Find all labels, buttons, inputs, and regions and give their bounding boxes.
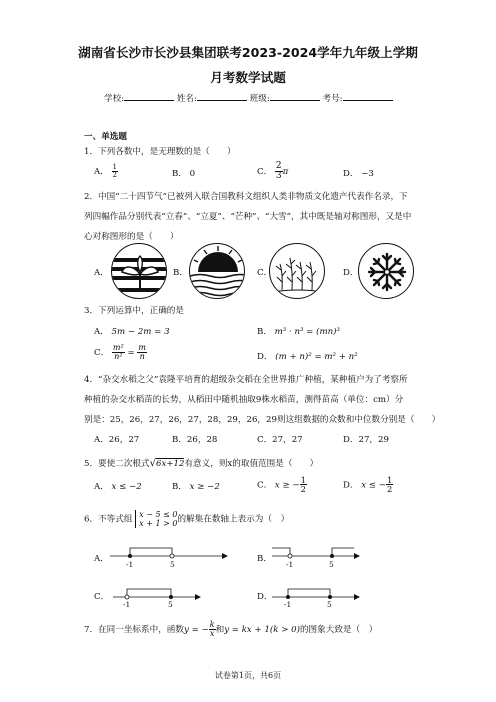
option-expression: x ≥ − [274, 480, 300, 491]
q7-stem-suffix: 的图象大致是（ ） [299, 625, 378, 635]
exam-no-label: 考号: [322, 94, 343, 104]
sqrt-symbol: √ [149, 458, 156, 469]
class-field[interactable] [270, 92, 320, 101]
option-expression: x ≤ − [361, 480, 386, 491]
tick-label-left: -1 [284, 600, 292, 609]
q4-line2: 种植的杂交水稻苗的长势，从稻田中随机抽取9株水稻苗，测得苗高（单位：cm）分 [84, 395, 404, 405]
q5-stem-suffix: 有意义，则x的取值范围是（ ） [184, 459, 319, 469]
tick-label-right: 5 [170, 560, 175, 569]
q4-line3: 别是：25，26，27，26，27，28，29，26，29则这组数据的众数和中位数分别是（ ） [84, 415, 441, 425]
name-field[interactable] [197, 92, 247, 101]
option-label: C． [94, 348, 110, 358]
q2-line2: 列四幅作品分别代表“立春”、“立夏”、“芒种”、“大雪”，其中既是轴对称图形，又是中 [84, 212, 412, 222]
option-expression: (m + n)² = m² + n² [275, 352, 358, 362]
option-label: C． [257, 167, 273, 177]
exam-title-line1: 湖南省长沙市长沙县集团联考2023-2024学年九年级上学期 [78, 45, 418, 60]
inequality-system [135, 510, 177, 528]
fraction: $\frac{k}{x}$ [209, 620, 215, 638]
q1-option-d[interactable] [343, 167, 374, 179]
pi-symbol: π [282, 167, 289, 177]
page-footer: 试卷第1页，共6页 [214, 671, 282, 680]
grain-sprouts-icon[interactable] [269, 243, 325, 299]
option-expression: 5m − 2m = 3 [111, 327, 170, 337]
school-label: 学校: [104, 94, 125, 104]
q3-option-c[interactable] [94, 344, 147, 361]
inequality-1: x − 5 ≤ 0 [139, 510, 178, 519]
equals-sign: = [127, 348, 135, 358]
name-label: 姓名: [176, 94, 197, 104]
option-label: D． [257, 352, 273, 362]
q6-c-label[interactable]: C． [94, 592, 110, 602]
q3-stem: 3．下列运算中，正确的是 [84, 306, 184, 316]
q5-stem [84, 457, 318, 469]
q2-a-label[interactable]: A． [94, 268, 109, 278]
fraction: $\frac{1}{2}$ [300, 475, 306, 495]
q7-stem-prefix: 7．在同一坐标系中，函数 [84, 625, 184, 635]
spring-leaves-icon[interactable] [111, 243, 167, 299]
fraction: $\frac{1}{2}$ [112, 163, 118, 179]
option-expression: x ≥ −2 [189, 482, 220, 492]
q4-option-d[interactable]: D．27，29 [343, 435, 389, 445]
fraction: $\frac{2}{3}$ [275, 161, 282, 181]
function-1: y = − [184, 625, 209, 635]
q4-line1: 4．“杂交水稻之父”袁隆平培育的超级杂交稻在全世界推广种植，某种植户为了考察所 [84, 375, 408, 385]
option-label: C． [257, 480, 273, 491]
q4-option-c[interactable]: C．27，27 [257, 435, 303, 445]
q1-stem: 1．下列各数中，是无理数的是（ ） [84, 147, 236, 157]
q6-stem-prefix: 6．不等式组 [84, 514, 133, 525]
school-field[interactable] [124, 92, 174, 101]
q2-d-label[interactable]: D． [343, 268, 359, 278]
section-title: 一、单选题 [84, 132, 127, 142]
q6-stem [84, 510, 289, 528]
exam-no-field[interactable] [343, 92, 393, 101]
q5-stem-prefix: 5．要使二次根式 [84, 459, 150, 469]
tick-label-right: 5 [168, 600, 173, 609]
option-value: 0 [189, 169, 196, 179]
tick-label-left: -1 [286, 560, 294, 569]
tick-label-left: -1 [126, 560, 134, 569]
function-2: y = kx + 1(k > 0) [224, 625, 300, 635]
q1-option-a[interactable] [94, 164, 118, 179]
q2-b-label[interactable]: B． [173, 268, 188, 278]
option-label: B． [172, 482, 187, 492]
fraction: $\frac{m}{n}$ [138, 343, 146, 361]
option-label: A． [94, 167, 109, 177]
q7-stem-and: 和 [215, 625, 225, 635]
q6-stem-suffix: 的解集在数轴上表示为（ ） [177, 514, 290, 525]
q5-option-a[interactable] [94, 480, 142, 492]
class-label: 班级: [249, 94, 270, 104]
q6-a-label[interactable]: A． [94, 554, 109, 564]
radicand: 6x+12 [156, 459, 185, 469]
q2-line3: 心对称图形的是（ ） [84, 232, 179, 242]
option-label: A． [94, 482, 109, 492]
q3-option-a[interactable] [94, 325, 170, 337]
q3-option-d[interactable] [257, 350, 358, 362]
q5-option-d[interactable] [343, 476, 393, 494]
tick-label-left: -1 [123, 600, 131, 609]
q2-line1: 2．中国“二十四节气”已被列入联合国教科文组织人类非物质文化遗产代表作名录，下 [84, 192, 408, 202]
option-value: −3 [361, 169, 374, 179]
exam-title-line2: 月考数学试题 [210, 70, 286, 85]
tick-label-right: 5 [329, 560, 334, 569]
fraction: $\frac{\text{m²}}{\text{n²}}$ [112, 343, 124, 361]
inequality-2: x + 1 > 0 [139, 519, 178, 529]
summer-sun-icon[interactable] [189, 243, 245, 299]
option-label: B． [172, 169, 187, 179]
q5-option-c[interactable] [257, 476, 307, 494]
q7-stem [84, 621, 377, 638]
student-info-line [104, 92, 393, 104]
option-expression: m³ · n³ = (mn)³ [274, 327, 340, 337]
option-label: A． [94, 327, 109, 337]
q1-option-c[interactable] [257, 162, 288, 181]
fraction: $\frac{1}{2}$ [386, 475, 393, 495]
q6-d-label[interactable]: D． [257, 592, 273, 602]
q4-option-b[interactable]: B．26，28 [172, 435, 218, 445]
option-label: B． [257, 327, 272, 337]
q4-option-a[interactable]: A．26，27 [94, 435, 140, 445]
option-expression: x ≤ −2 [111, 482, 142, 492]
q5-option-b[interactable] [172, 480, 220, 492]
q6-b-label[interactable]: B． [257, 554, 272, 564]
option-label: D． [343, 480, 359, 491]
q1-option-b[interactable] [172, 167, 195, 179]
tick-label-right: 5 [327, 600, 332, 609]
snowflake-icon[interactable] [358, 243, 414, 299]
q3-option-b[interactable] [257, 325, 340, 337]
option-label: D． [343, 169, 359, 179]
q2-c-label[interactable]: C． [257, 268, 273, 278]
